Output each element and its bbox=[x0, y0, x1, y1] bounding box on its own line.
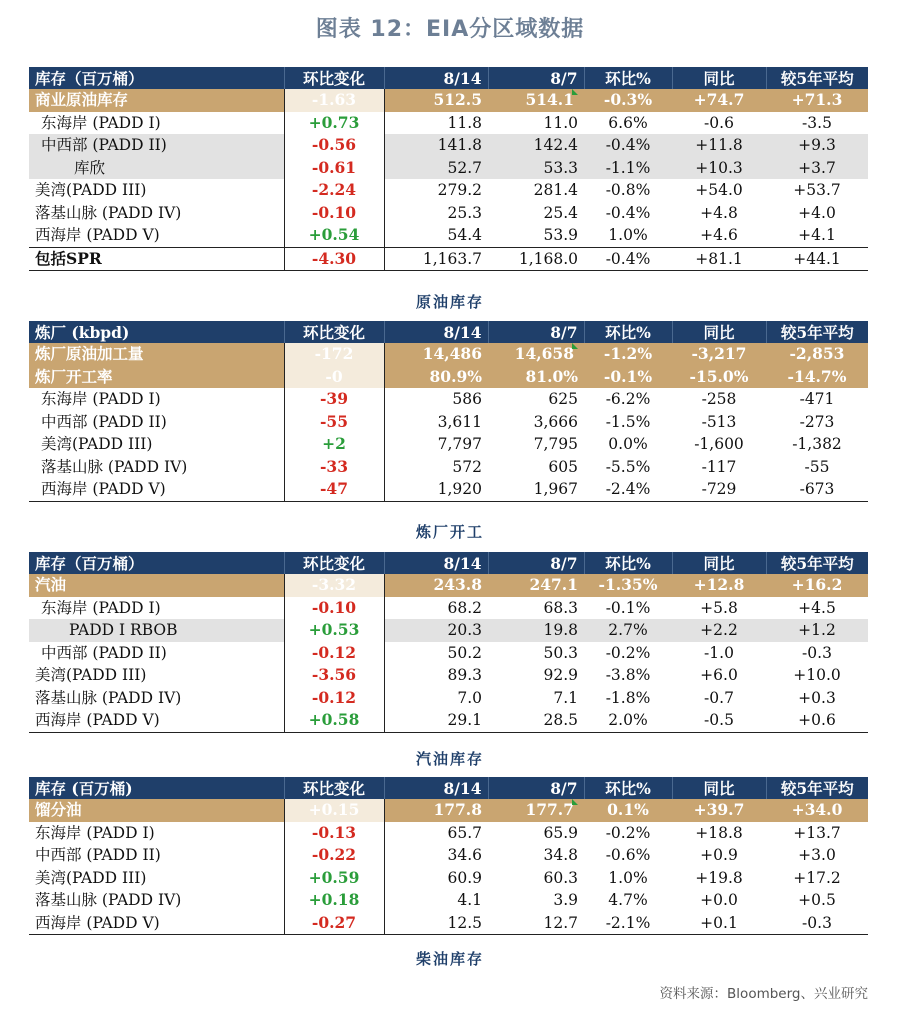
value-current: 243.8 bbox=[384, 574, 488, 597]
value-previous: 514.1 bbox=[488, 89, 584, 112]
value-current: 279.2 bbox=[384, 179, 488, 202]
yoy-change: +0.9 bbox=[672, 844, 766, 867]
value-previous: 605 bbox=[488, 456, 584, 479]
pct-change: -0.4% bbox=[584, 247, 672, 271]
yoy-change: -15.0% bbox=[672, 366, 766, 389]
distillate-table bbox=[29, 777, 868, 935]
header-date-1: 8/14 bbox=[384, 777, 488, 799]
pct-change: -0.3% bbox=[584, 89, 672, 112]
pct-change: -1.5% bbox=[584, 411, 672, 434]
value-previous: 34.8 bbox=[488, 844, 584, 867]
row-label: 落基山脉 (PADD IV) bbox=[29, 202, 284, 225]
value-current: 20.3 bbox=[384, 619, 488, 642]
row-label: 中西部 (PADD II) bbox=[29, 642, 284, 665]
table-row bbox=[29, 867, 868, 890]
change-value: +0.73 bbox=[284, 112, 384, 135]
pct-change: -0.4% bbox=[584, 134, 672, 157]
vs-5yr-avg: +17.2 bbox=[766, 867, 868, 890]
yoy-change: -0.5 bbox=[672, 709, 766, 732]
yoy-change: +81.1 bbox=[672, 247, 766, 271]
vs-5yr-avg: -471 bbox=[766, 388, 868, 411]
pct-change: -2.4% bbox=[584, 478, 672, 501]
header-pct: 环比% bbox=[584, 321, 672, 343]
row-label: 美湾(PADD III) bbox=[29, 867, 284, 890]
value-current: 25.3 bbox=[384, 202, 488, 225]
value-current: 52.7 bbox=[384, 157, 488, 180]
pct-change: -5.5% bbox=[584, 456, 672, 479]
yoy-change: -258 bbox=[672, 388, 766, 411]
pct-change: 2.0% bbox=[584, 709, 672, 732]
value-current: 572 bbox=[384, 456, 488, 479]
change-value: -0.10 bbox=[284, 202, 384, 225]
header-date-2: 8/7 bbox=[488, 552, 584, 574]
value-previous: 3,666 bbox=[488, 411, 584, 434]
pct-change: -0.1% bbox=[584, 597, 672, 620]
table-header-row bbox=[29, 321, 868, 343]
source-note: 资料来源：Bloomberg、兴业研究 bbox=[659, 986, 868, 1002]
change-value: -4.30 bbox=[284, 247, 384, 271]
header-avg5: 较5年平均 bbox=[766, 321, 868, 343]
row-label: 炼厂开工率 bbox=[29, 366, 284, 389]
value-current: 1,163.7 bbox=[384, 247, 488, 271]
vs-5yr-avg: +71.3 bbox=[766, 89, 868, 112]
value-previous: 50.3 bbox=[488, 642, 584, 665]
page-title: 图表 12：EIA分区域数据 bbox=[315, 17, 585, 42]
change-value: -0.10 bbox=[284, 597, 384, 620]
value-previous: 247.1 bbox=[488, 574, 584, 597]
row-label: 美湾(PADD III) bbox=[29, 179, 284, 202]
vs-5yr-avg: +4.0 bbox=[766, 202, 868, 225]
vs-5yr-avg: +0.5 bbox=[766, 889, 868, 912]
yoy-change: +2.2 bbox=[672, 619, 766, 642]
value-current: 7,797 bbox=[384, 433, 488, 456]
row-label: 中西部 (PADD II) bbox=[29, 844, 284, 867]
table-header-row bbox=[29, 777, 868, 799]
value-previous: 1,967 bbox=[488, 478, 584, 501]
pct-change: -0.4% bbox=[584, 202, 672, 225]
value-previous: 7,795 bbox=[488, 433, 584, 456]
header-date-2: 8/7 bbox=[488, 67, 584, 89]
vs-5yr-avg: -0.3 bbox=[766, 642, 868, 665]
pct-change: -0.2% bbox=[584, 642, 672, 665]
change-value: +0.53 bbox=[284, 619, 384, 642]
table-row bbox=[29, 89, 868, 112]
table-row bbox=[29, 433, 868, 456]
yoy-change: -0.6 bbox=[672, 112, 766, 135]
pct-change: -1.8% bbox=[584, 687, 672, 710]
table-row bbox=[29, 112, 868, 135]
change-value: +0.58 bbox=[284, 709, 384, 732]
vs-5yr-avg: +34.0 bbox=[766, 799, 868, 822]
header-yoy: 同比 bbox=[672, 321, 766, 343]
header-pct: 环比% bbox=[584, 552, 672, 574]
yoy-change: +10.3 bbox=[672, 157, 766, 180]
change-value: -0.27 bbox=[284, 912, 384, 935]
cell-marker-icon bbox=[572, 343, 578, 349]
vs-5yr-avg: +1.2 bbox=[766, 619, 868, 642]
change-value: +0.18 bbox=[284, 889, 384, 912]
pct-change: -0.8% bbox=[584, 179, 672, 202]
header-date-1: 8/14 bbox=[384, 67, 488, 89]
table-row bbox=[29, 134, 868, 157]
table-row bbox=[29, 574, 868, 597]
value-current: 60.9 bbox=[384, 867, 488, 890]
value-current: 80.9% bbox=[384, 366, 488, 389]
value-previous: 81.0% bbox=[488, 366, 584, 389]
table-caption-crude: 原油库存 bbox=[415, 293, 484, 311]
vs-5yr-avg: +44.1 bbox=[766, 247, 868, 271]
vs-5yr-avg: +16.2 bbox=[766, 574, 868, 597]
cell-marker-icon bbox=[572, 799, 578, 805]
header-category: 库存 (百万桶) bbox=[29, 777, 284, 799]
table-row bbox=[29, 822, 868, 845]
pct-change: -3.8% bbox=[584, 664, 672, 687]
value-previous: 1,168.0 bbox=[488, 247, 584, 271]
header-yoy: 同比 bbox=[672, 67, 766, 89]
vs-5yr-avg: +0.3 bbox=[766, 687, 868, 710]
value-previous: 19.8 bbox=[488, 619, 584, 642]
header-category: 库存（百万桶） bbox=[29, 552, 284, 574]
table-caption-gasoline: 汽油库存 bbox=[415, 750, 484, 768]
value-previous: 11.0 bbox=[488, 112, 584, 135]
header-change: 环比变化 bbox=[284, 321, 384, 343]
table-row bbox=[29, 224, 868, 247]
value-current: 68.2 bbox=[384, 597, 488, 620]
row-label: 西海岸 (PADD V) bbox=[29, 224, 284, 247]
value-previous: 177.7 bbox=[488, 799, 584, 822]
table-row bbox=[29, 478, 868, 501]
vs-5yr-avg: +13.7 bbox=[766, 822, 868, 845]
header-category: 库存（百万桶） bbox=[29, 67, 284, 89]
pct-change: 2.7% bbox=[584, 619, 672, 642]
change-value: -0.56 bbox=[284, 134, 384, 157]
value-previous: 142.4 bbox=[488, 134, 584, 157]
value-current: 3,611 bbox=[384, 411, 488, 434]
value-current: 512.5 bbox=[384, 89, 488, 112]
value-current: 586 bbox=[384, 388, 488, 411]
header-yoy: 同比 bbox=[672, 552, 766, 574]
row-label: 落基山脉 (PADD IV) bbox=[29, 687, 284, 710]
row-label: 东海岸 (PADD I) bbox=[29, 112, 284, 135]
header-change: 环比变化 bbox=[284, 777, 384, 799]
yoy-change: +54.0 bbox=[672, 179, 766, 202]
header-yoy: 同比 bbox=[672, 777, 766, 799]
value-current: 12.5 bbox=[384, 912, 488, 935]
pct-change: -0.2% bbox=[584, 822, 672, 845]
yoy-change: +6.0 bbox=[672, 664, 766, 687]
change-value: +0.59 bbox=[284, 867, 384, 890]
row-label: 落基山脉 (PADD IV) bbox=[29, 889, 284, 912]
row-label: 东海岸 (PADD I) bbox=[29, 822, 284, 845]
value-previous: 28.5 bbox=[488, 709, 584, 732]
change-value: +0.15 bbox=[284, 799, 384, 822]
change-value: -47 bbox=[284, 478, 384, 501]
vs-5yr-avg: +3.7 bbox=[766, 157, 868, 180]
value-current: 141.8 bbox=[384, 134, 488, 157]
row-label: 西海岸 (PADD V) bbox=[29, 478, 284, 501]
yoy-change: +5.8 bbox=[672, 597, 766, 620]
yoy-change: -729 bbox=[672, 478, 766, 501]
header-avg5: 较5年平均 bbox=[766, 552, 868, 574]
table-row bbox=[29, 844, 868, 867]
table-row bbox=[29, 179, 868, 202]
vs-5yr-avg: -273 bbox=[766, 411, 868, 434]
row-label: 库欣 bbox=[29, 157, 284, 180]
change-value: +0.54 bbox=[284, 224, 384, 247]
change-value: -39 bbox=[284, 388, 384, 411]
change-value: -2.24 bbox=[284, 179, 384, 202]
header-pct: 环比% bbox=[584, 777, 672, 799]
vs-5yr-avg: +10.0 bbox=[766, 664, 868, 687]
table-row bbox=[29, 799, 868, 822]
vs-5yr-avg: -673 bbox=[766, 478, 868, 501]
cell-marker-icon bbox=[572, 89, 578, 95]
vs-5yr-avg: -55 bbox=[766, 456, 868, 479]
pct-change: 0.1% bbox=[584, 799, 672, 822]
value-previous: 25.4 bbox=[488, 202, 584, 225]
row-label: 汽油 bbox=[29, 574, 284, 597]
value-current: 177.8 bbox=[384, 799, 488, 822]
table-row bbox=[29, 889, 868, 912]
row-label: 中西部 (PADD II) bbox=[29, 411, 284, 434]
pct-change: 4.7% bbox=[584, 889, 672, 912]
yoy-change: -117 bbox=[672, 456, 766, 479]
vs-5yr-avg: -14.7% bbox=[766, 366, 868, 389]
yoy-change: +19.8 bbox=[672, 867, 766, 890]
vs-5yr-avg: +4.5 bbox=[766, 597, 868, 620]
value-current: 89.3 bbox=[384, 664, 488, 687]
row-label: 落基山脉 (PADD IV) bbox=[29, 456, 284, 479]
table-row bbox=[29, 366, 868, 389]
change-value: -172 bbox=[284, 343, 384, 366]
value-previous: 65.9 bbox=[488, 822, 584, 845]
value-current: 29.1 bbox=[384, 709, 488, 732]
yoy-change: -0.7 bbox=[672, 687, 766, 710]
table-header-row bbox=[29, 552, 868, 574]
header-change: 环比变化 bbox=[284, 552, 384, 574]
vs-5yr-avg: +53.7 bbox=[766, 179, 868, 202]
yoy-change: -513 bbox=[672, 411, 766, 434]
change-value: -1.63 bbox=[284, 89, 384, 112]
table-row bbox=[29, 642, 868, 665]
pct-change: -1.1% bbox=[584, 157, 672, 180]
vs-5yr-avg: -3.5 bbox=[766, 112, 868, 135]
table-row bbox=[29, 709, 868, 732]
header-date-2: 8/7 bbox=[488, 321, 584, 343]
value-previous: 92.9 bbox=[488, 664, 584, 687]
value-previous: 12.7 bbox=[488, 912, 584, 935]
yoy-change: +11.8 bbox=[672, 134, 766, 157]
yoy-change: +0.0 bbox=[672, 889, 766, 912]
yoy-change: +18.8 bbox=[672, 822, 766, 845]
gasoline-table bbox=[29, 552, 868, 733]
table-header-row bbox=[29, 67, 868, 89]
row-label: 西海岸 (PADD V) bbox=[29, 709, 284, 732]
row-label: 美湾(PADD III) bbox=[29, 664, 284, 687]
header-avg5: 较5年平均 bbox=[766, 67, 868, 89]
pct-change: -0.6% bbox=[584, 844, 672, 867]
change-value: -3.32 bbox=[284, 574, 384, 597]
yoy-change: +74.7 bbox=[672, 89, 766, 112]
value-current: 4.1 bbox=[384, 889, 488, 912]
value-previous: 3.9 bbox=[488, 889, 584, 912]
change-value: +2 bbox=[284, 433, 384, 456]
header-date-1: 8/14 bbox=[384, 552, 488, 574]
change-value: -0.13 bbox=[284, 822, 384, 845]
table-row bbox=[29, 664, 868, 687]
value-current: 54.4 bbox=[384, 224, 488, 247]
value-previous: 281.4 bbox=[488, 179, 584, 202]
table-row bbox=[29, 202, 868, 225]
row-label: 包括SPR bbox=[29, 247, 284, 271]
yoy-change: +0.1 bbox=[672, 912, 766, 935]
yoy-change: +4.8 bbox=[672, 202, 766, 225]
row-label: 东海岸 (PADD I) bbox=[29, 597, 284, 620]
pct-change: -6.2% bbox=[584, 388, 672, 411]
change-value: -33 bbox=[284, 456, 384, 479]
table-row bbox=[29, 912, 868, 935]
header-category: 炼厂 (kbpd) bbox=[29, 321, 284, 343]
row-label: 馏分油 bbox=[29, 799, 284, 822]
value-previous: 7.1 bbox=[488, 687, 584, 710]
value-previous: 625 bbox=[488, 388, 584, 411]
value-current: 34.6 bbox=[384, 844, 488, 867]
header-date-1: 8/14 bbox=[384, 321, 488, 343]
row-label: 美湾(PADD III) bbox=[29, 433, 284, 456]
change-value: -3.56 bbox=[284, 664, 384, 687]
pct-change: -1.2% bbox=[584, 343, 672, 366]
table-row bbox=[29, 388, 868, 411]
row-label: 炼厂原油加工量 bbox=[29, 343, 284, 366]
row-label: PADD I RBOB bbox=[29, 619, 284, 642]
table-row bbox=[29, 687, 868, 710]
row-label: 西海岸 (PADD V) bbox=[29, 912, 284, 935]
pct-change: 1.0% bbox=[584, 224, 672, 247]
pct-change: 0.0% bbox=[584, 433, 672, 456]
value-current: 65.7 bbox=[384, 822, 488, 845]
table-row bbox=[29, 597, 868, 620]
header-date-2: 8/7 bbox=[488, 777, 584, 799]
yoy-change: +39.7 bbox=[672, 799, 766, 822]
change-value: -0.22 bbox=[284, 844, 384, 867]
yoy-change: -1,600 bbox=[672, 433, 766, 456]
value-previous: 68.3 bbox=[488, 597, 584, 620]
pct-change: -0.1% bbox=[584, 366, 672, 389]
header-change: 环比变化 bbox=[284, 67, 384, 89]
pct-change: 1.0% bbox=[584, 867, 672, 890]
table-row bbox=[29, 456, 868, 479]
vs-5yr-avg: +9.3 bbox=[766, 134, 868, 157]
change-value: -0 bbox=[284, 366, 384, 389]
table-caption-distillate: 柴油库存 bbox=[415, 950, 484, 968]
table-caption-refinery: 炼厂开工 bbox=[415, 523, 484, 541]
vs-5yr-avg: +3.0 bbox=[766, 844, 868, 867]
vs-5yr-avg: -2,853 bbox=[766, 343, 868, 366]
refinery-table bbox=[29, 321, 868, 502]
table-row bbox=[29, 157, 868, 180]
value-current: 1,920 bbox=[384, 478, 488, 501]
header-avg5: 较5年平均 bbox=[766, 777, 868, 799]
yoy-change: +4.6 bbox=[672, 224, 766, 247]
value-current: 14,486 bbox=[384, 343, 488, 366]
value-previous: 60.3 bbox=[488, 867, 584, 890]
vs-5yr-avg: +0.6 bbox=[766, 709, 868, 732]
table-row bbox=[29, 343, 868, 366]
value-current: 7.0 bbox=[384, 687, 488, 710]
table-row bbox=[29, 619, 868, 642]
vs-5yr-avg: -0.3 bbox=[766, 912, 868, 935]
row-label: 商业原油库存 bbox=[29, 89, 284, 112]
pct-change: -1.35% bbox=[584, 574, 672, 597]
change-value: -0.12 bbox=[284, 642, 384, 665]
pct-change: -2.1% bbox=[584, 912, 672, 935]
pct-change: 6.6% bbox=[584, 112, 672, 135]
row-label: 中西部 (PADD II) bbox=[29, 134, 284, 157]
vs-5yr-avg: +4.1 bbox=[766, 224, 868, 247]
crude-inventory-table bbox=[29, 67, 868, 271]
header-pct: 环比% bbox=[584, 67, 672, 89]
row-label: 东海岸 (PADD I) bbox=[29, 388, 284, 411]
value-previous: 14,658 bbox=[488, 343, 584, 366]
value-current: 50.2 bbox=[384, 642, 488, 665]
change-value: -0.61 bbox=[284, 157, 384, 180]
table-row bbox=[29, 411, 868, 434]
change-value: -55 bbox=[284, 411, 384, 434]
yoy-change: -3,217 bbox=[672, 343, 766, 366]
yoy-change: -1.0 bbox=[672, 642, 766, 665]
yoy-change: +12.8 bbox=[672, 574, 766, 597]
vs-5yr-avg: -1,382 bbox=[766, 433, 868, 456]
change-value: -0.12 bbox=[284, 687, 384, 710]
value-previous: 53.9 bbox=[488, 224, 584, 247]
value-current: 11.8 bbox=[384, 112, 488, 135]
value-previous: 53.3 bbox=[488, 157, 584, 180]
table-row bbox=[29, 247, 868, 271]
